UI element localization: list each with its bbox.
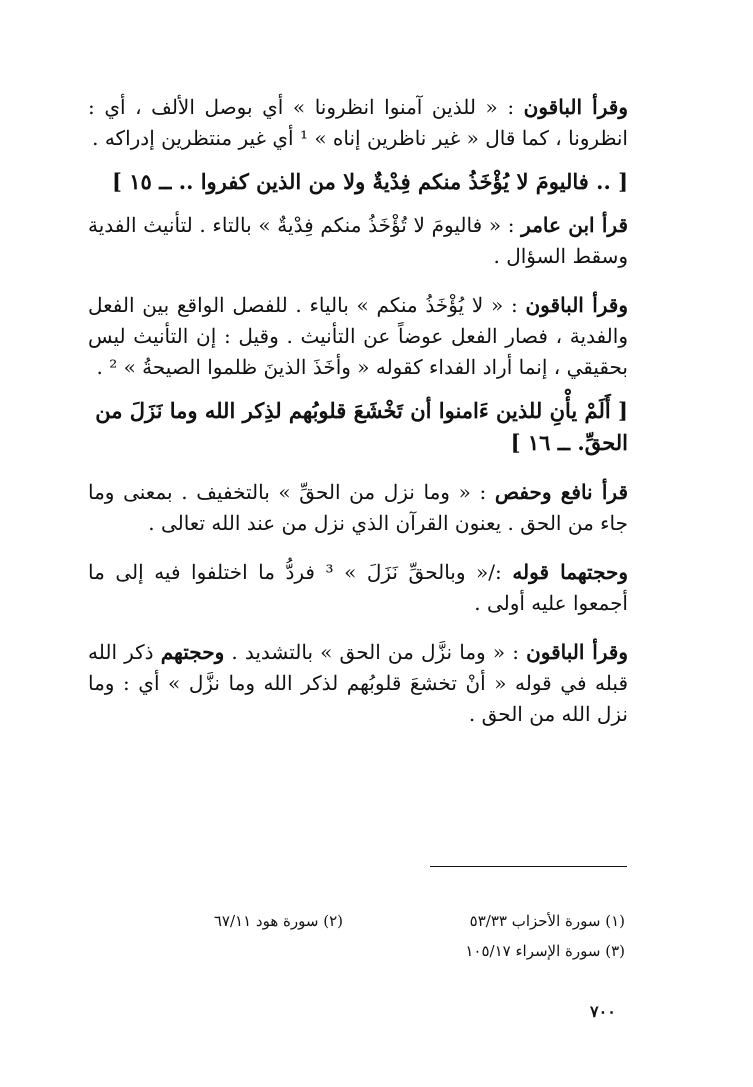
paragraph-6 [88,637,628,730]
main-text [88,92,628,730]
quran-verse-15: [ .. فاليومَ لا يُؤْخَذُ منكم فِدْيةٌ ولا من الذين كفروا .. ــ ١٥ ] [112,169,628,194]
quran-verse-16: [ أَلَمْ يأْنِ للذين ءَامنوا أن تَخْشَعَ قلوبُهم لذِكر الله وما نَزَلَ من الحقِّ. ــ ١٦ ] [95,398,628,455]
page-number: ٧٠٠ [590,1002,616,1021]
footnote-2: (٢) سورة هود ٦٧/١١ [213,912,343,930]
argument-label: وحجتهما قوله [512,560,629,584]
reader-name: وقرأ الباقون [523,95,628,119]
paragraph-text: :/« وبالحقِّ نَزَلَ » ³ فردُّ ما اختلفوا فيه إلى ما أجمعوا عليه أولى . [88,560,628,615]
footnote-3: (٣) سورة الإسراء ١٠٥/١٧ [465,942,625,960]
paragraph-text: : « وما نزل من الحقِّ » بالتخفيف . بمعنى وما جاء من الحق . يعنون القرآن الذي نزل من عند الله تعالى . [88,480,628,535]
paragraph-2 [88,210,628,272]
reader-name: قرأ ابن عامر [521,213,629,237]
footnote-separator [430,866,627,867]
paragraph-text: : « لا يُؤْخَذُ منكم » بالياء . للفصل الواقع بين الفعل والفدية ، فصار الفعل عوضاً عن التأنيث . وقيل : إن التأنيث ليس بحقيقي ، إنما أراد الفداء كقوله « وأخَذَ الذينَ ظلموا الصيحةُ » ² . [88,293,628,379]
reader-name: وقرأ الباقون [526,640,629,664]
paragraph-text: ذكر الله قبله في قوله « أنْ تخشعَ قلوبُهم لذكر الله وما نزَّل » أي : وما نزل الله من الحق . [88,640,628,726]
paragraph-text: : « للذين آمنوا انظرونا » أي بوصل الألف ، أي : انظرونا ، كما قال « غير ناظرين إناه » ¹ أي غير منتظرين إدراكه . [88,95,628,150]
paragraph-4 [88,477,628,539]
argument-label: وحجتهم [160,640,225,664]
paragraph-text: : « وما نزَّل من الحق » بالتشديد . [224,640,527,664]
paragraph-3 [88,290,628,383]
reader-name: وقرأ الباقون [525,293,629,317]
footnote-1: (١) سورة الأحزاب ٥٣/٣٣ [469,912,625,930]
paragraph-1 [88,92,628,154]
reader-name: قرأ نافع وحفص [494,480,629,504]
paragraph-text: : « فاليومَ لا تُؤْخَذُ منكم فِدْيةٌ » بالتاء . لتأنيث الفدية وسقط السؤال . [88,213,628,268]
paragraph-5 [88,557,628,619]
